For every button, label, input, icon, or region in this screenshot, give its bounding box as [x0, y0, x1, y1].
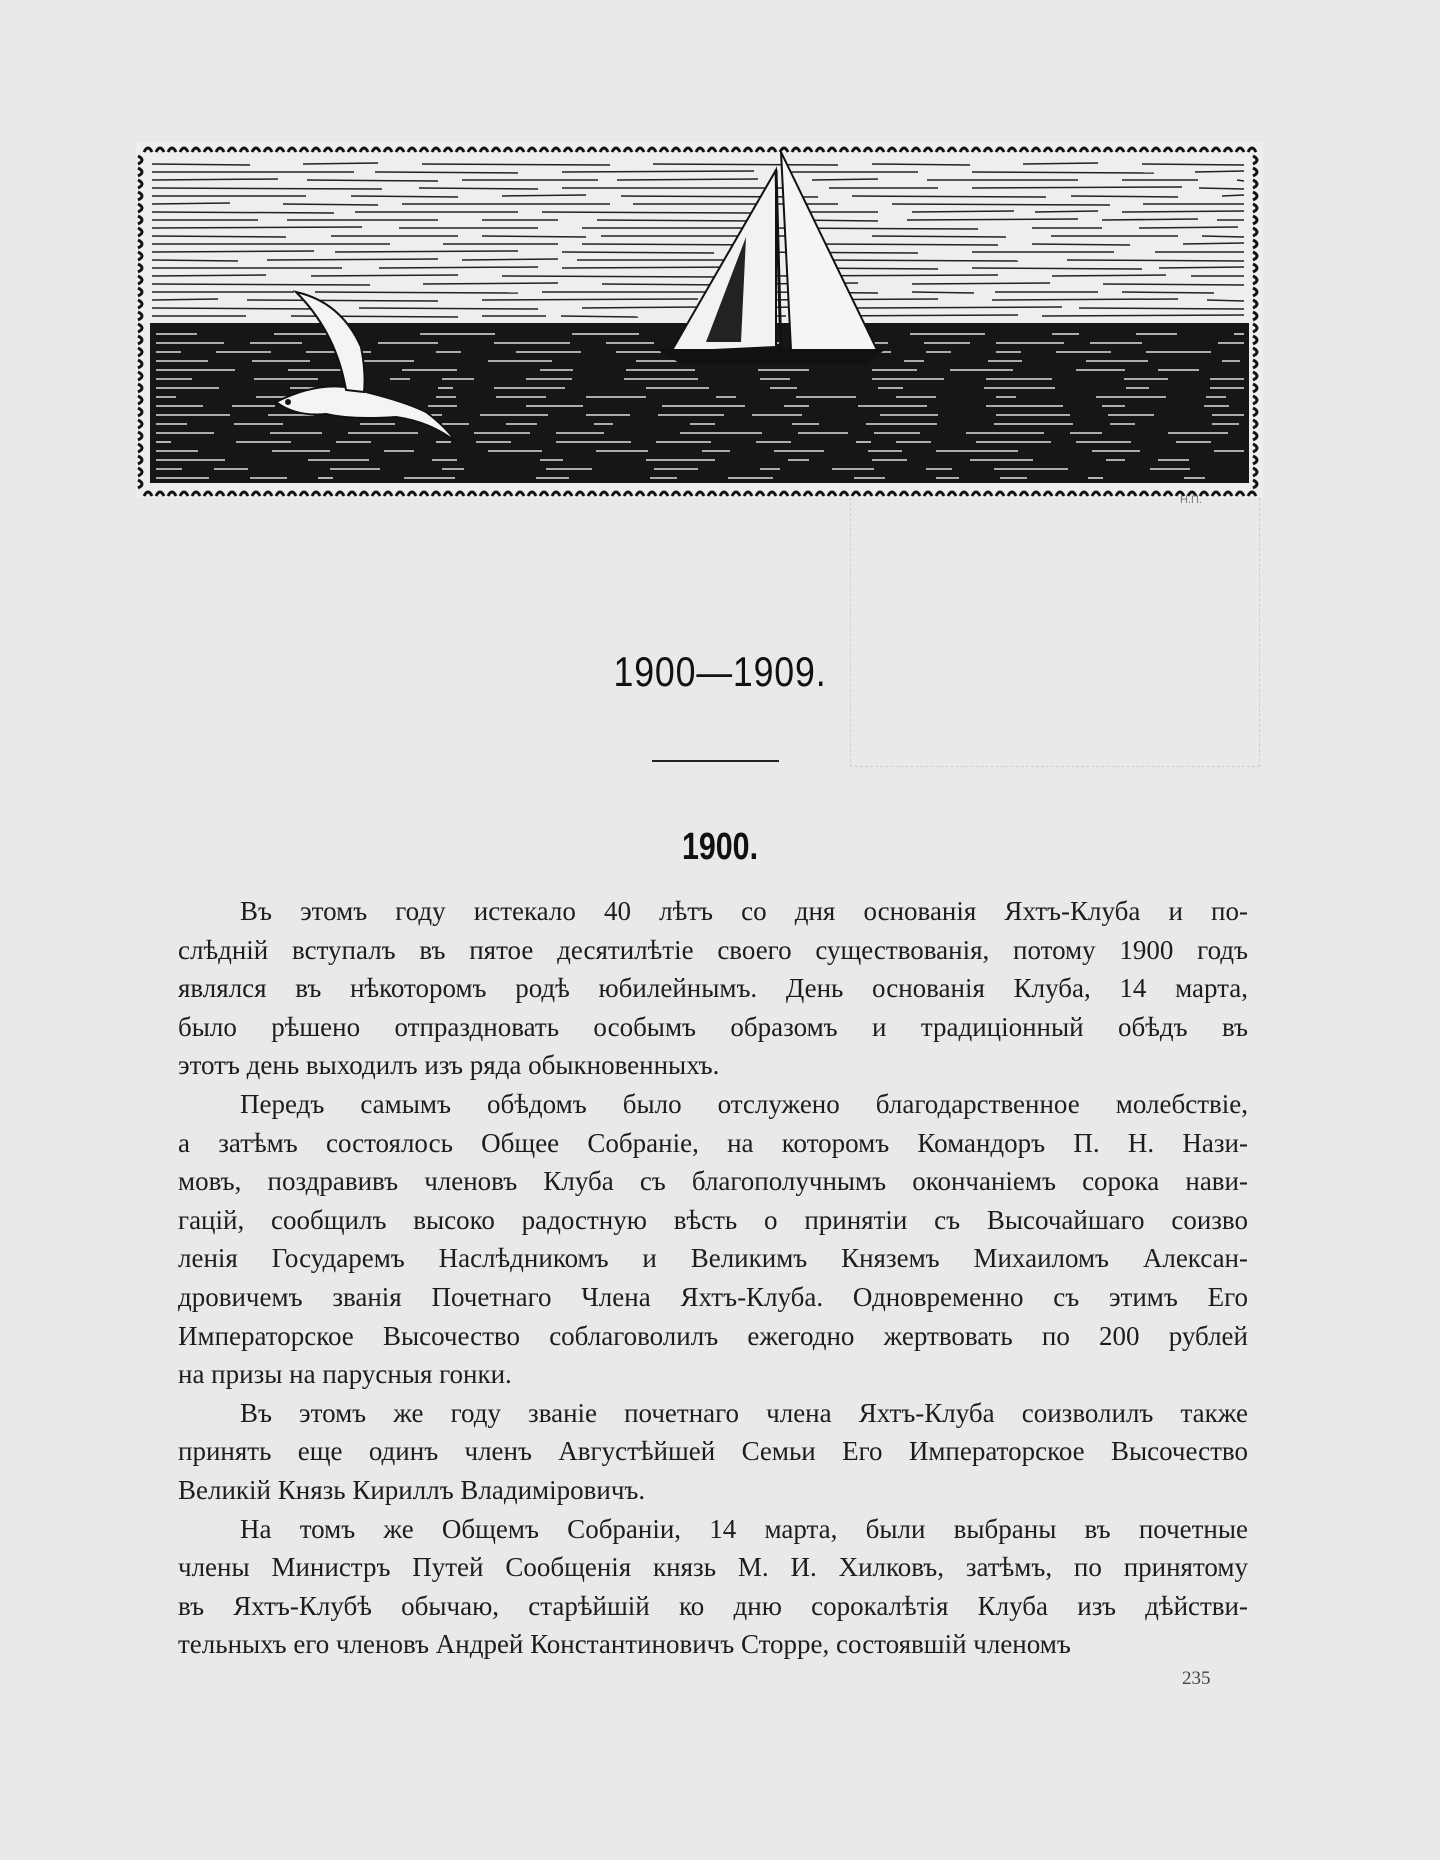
- text-line: принять еще одинъ членъ Августѣйшей Семьи Его Императорское Высочество: [178, 1436, 1248, 1467]
- text-line: ленія Государемъ Наслѣдникомъ и Великимъ Княземъ Михаиломъ Алексан-: [178, 1243, 1248, 1274]
- title-divider: [652, 760, 779, 762]
- text-line: гацій, сообщилъ высоко радостную вѣсть о принятіи съ Высочайшаго соизво: [178, 1204, 1248, 1235]
- page-title: 1900—1909.: [613, 648, 827, 695]
- text-line: являлся въ нѣкоторомъ родѣ юбилейнымъ. День основанія Клуба, 14 марта,: [178, 973, 1248, 1004]
- text-line: члены Министръ Путей Сообщенія князь М. И. Хилковъ, затѣмъ, по принятому: [178, 1552, 1248, 1583]
- text-line: этотъ день выходилъ изъ ряда обыкновенныхъ.: [178, 1050, 720, 1081]
- text-line: въ Яхтъ-Клубѣ обычаю, старѣйшій ко дню сорокалѣтія Клуба изъ дѣйстви-: [178, 1590, 1248, 1621]
- text-line: было рѣшено отпраздновать особымъ образомъ и традиціонный обѣдъ въ: [178, 1011, 1248, 1042]
- year-heading: 1900.: [681, 826, 759, 868]
- text-line: Въ этомъ же году званіе почетнаго члена Яхтъ-Клуба соизволилъ также: [240, 1397, 1248, 1428]
- text-line: Въ этомъ году истекало 40 лѣтъ со дня основанія Яхтъ-Клуба и по-: [240, 896, 1248, 926]
- text-line: слѣдній вступалъ въ пятое десятилѣтіе своего существованія, потому 1900 годъ: [178, 934, 1248, 965]
- text-line: тельныхъ его членовъ Андрей Константиновичъ Сторре, состоявшій членомъ: [178, 1629, 1071, 1660]
- body-text: [178, 892, 1248, 1664]
- text-line: Передъ самымъ обѣдомъ было отслужено благодарственное молебствіе,: [240, 1088, 1248, 1119]
- bleed-through-frame: [850, 498, 1260, 767]
- text-line: Императорское Высочество соблаговолилъ ежегодно жертвовать по 200 рублей: [178, 1320, 1248, 1351]
- text-line: на призы на парусныя гонки.: [178, 1359, 512, 1390]
- sailing-illustration: [136, 142, 1263, 498]
- artist-signature: Н.П.: [1180, 494, 1202, 506]
- page-number: 235: [1182, 1668, 1211, 1689]
- text-line: мовъ, поздравивъ членовъ Клуба съ благополучнымъ окончаніемъ сорока нави-: [178, 1166, 1248, 1197]
- text-line: На томъ же Общемъ Собраніи, 14 марта, были выбраны въ почетные: [240, 1513, 1248, 1544]
- text-line: дровичемъ званія Почетнаго Члена Яхтъ-Клуба. Одновременно съ этимъ Его: [178, 1281, 1248, 1312]
- text-line: а затѣмъ состоялось Общее Собраніе, на которомъ Командоръ П. Н. Нази-: [178, 1127, 1248, 1158]
- text-line: Великій Князь Кириллъ Владиміровичъ.: [178, 1474, 646, 1505]
